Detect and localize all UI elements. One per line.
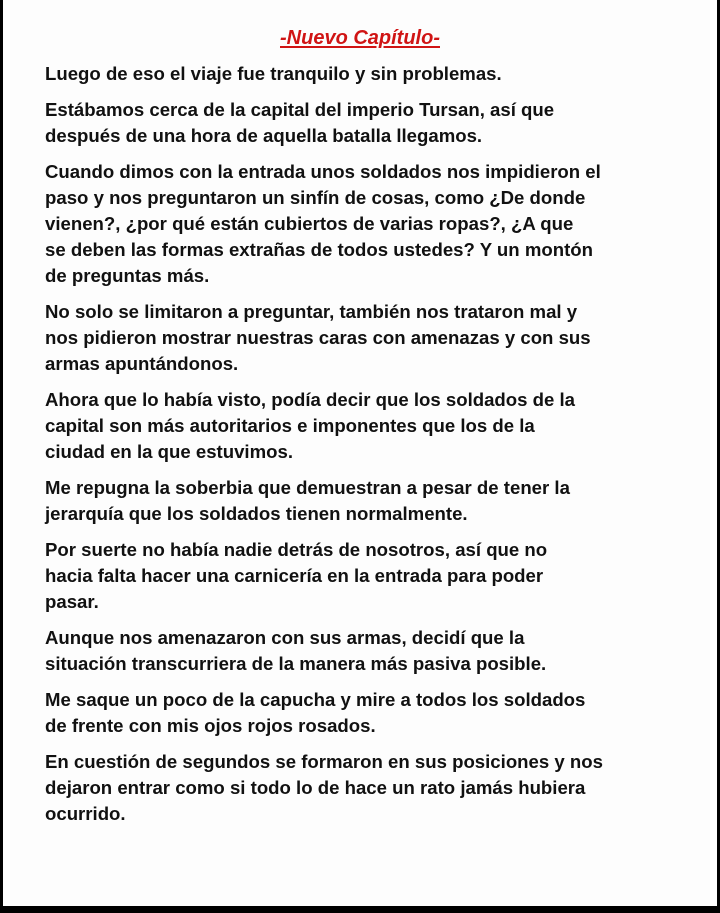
paragraph-6 [45,475,685,527]
text-line: En cuestión de segundos se formaron en sus posiciones y nos [45,751,603,772]
document-page [3,0,717,906]
text-line: Por suerte no había nadie detrás de nosotros, así que no [45,539,548,560]
text-line: nos pidieron mostrar nuestras caras con amenazas y con sus [45,327,591,348]
paragraph-7 [45,537,685,615]
chapter-title: -Nuevo Capítulo- [280,27,440,49]
text-line: ocurrido. [45,803,126,824]
paragraph-10 [45,749,685,827]
text-line: jerarquía que los soldados tienen normalmente. [45,503,468,524]
paragraph-9 [45,687,685,739]
text-line: Estábamos cerca de la capital del imperio Tursan, así que [45,99,555,120]
paragraph-3 [45,159,685,289]
text-line: pasar. [45,591,99,612]
text-line: hacia falta hacer una carnicería en la entrada para poder [45,565,544,586]
text-line: situación transcurriera de la manera más pasiva posible. [45,653,547,674]
text-line: Luego de eso el viaje fue tranquilo y sin problemas. [45,63,502,84]
paragraph-1 [45,61,685,87]
chapter-body [45,61,685,837]
text-line: armas apuntándonos. [45,353,239,374]
text-line: Ahora que lo había visto, podía decir que los soldados de la [45,389,576,410]
paragraph-5 [45,387,685,465]
text-line: de frente con mis ojos rojos rosados. [45,715,376,736]
text-line: después de una hora de aquella batalla llegamos. [45,125,483,146]
text-line: Aunque nos amenazaron con sus armas, decidí que la [45,627,525,648]
text-line: No solo se limitaron a preguntar, también nos trataron mal y [45,301,578,322]
text-line: capital son más autoritarios e imponentes que los de la [45,415,535,436]
text-line: paso y nos preguntaron un sinfín de cosas, como ¿De donde [45,187,586,208]
text-line: vienen?, ¿por qué están cubiertos de varias ropas?, ¿A que [45,213,574,234]
paragraph-8 [45,625,685,677]
text-line: se deben las formas extrañas de todos ustedes? Y un montón [45,239,593,260]
text-line: ciudad en la que estuvimos. [45,441,293,462]
paragraph-4 [45,299,685,377]
paragraph-2 [45,97,685,149]
text-line: de preguntas más. [45,265,210,286]
text-line: Me repugna la soberbia que demuestran a pesar de tener la [45,477,570,498]
text-line: dejaron entrar como si todo lo de hace un rato jamás hubiera [45,777,586,798]
text-line: Cuando dimos con la entrada unos soldados nos impidieron el [45,161,601,182]
text-line: Me saque un poco de la capucha y mire a todos los soldados [45,689,586,710]
